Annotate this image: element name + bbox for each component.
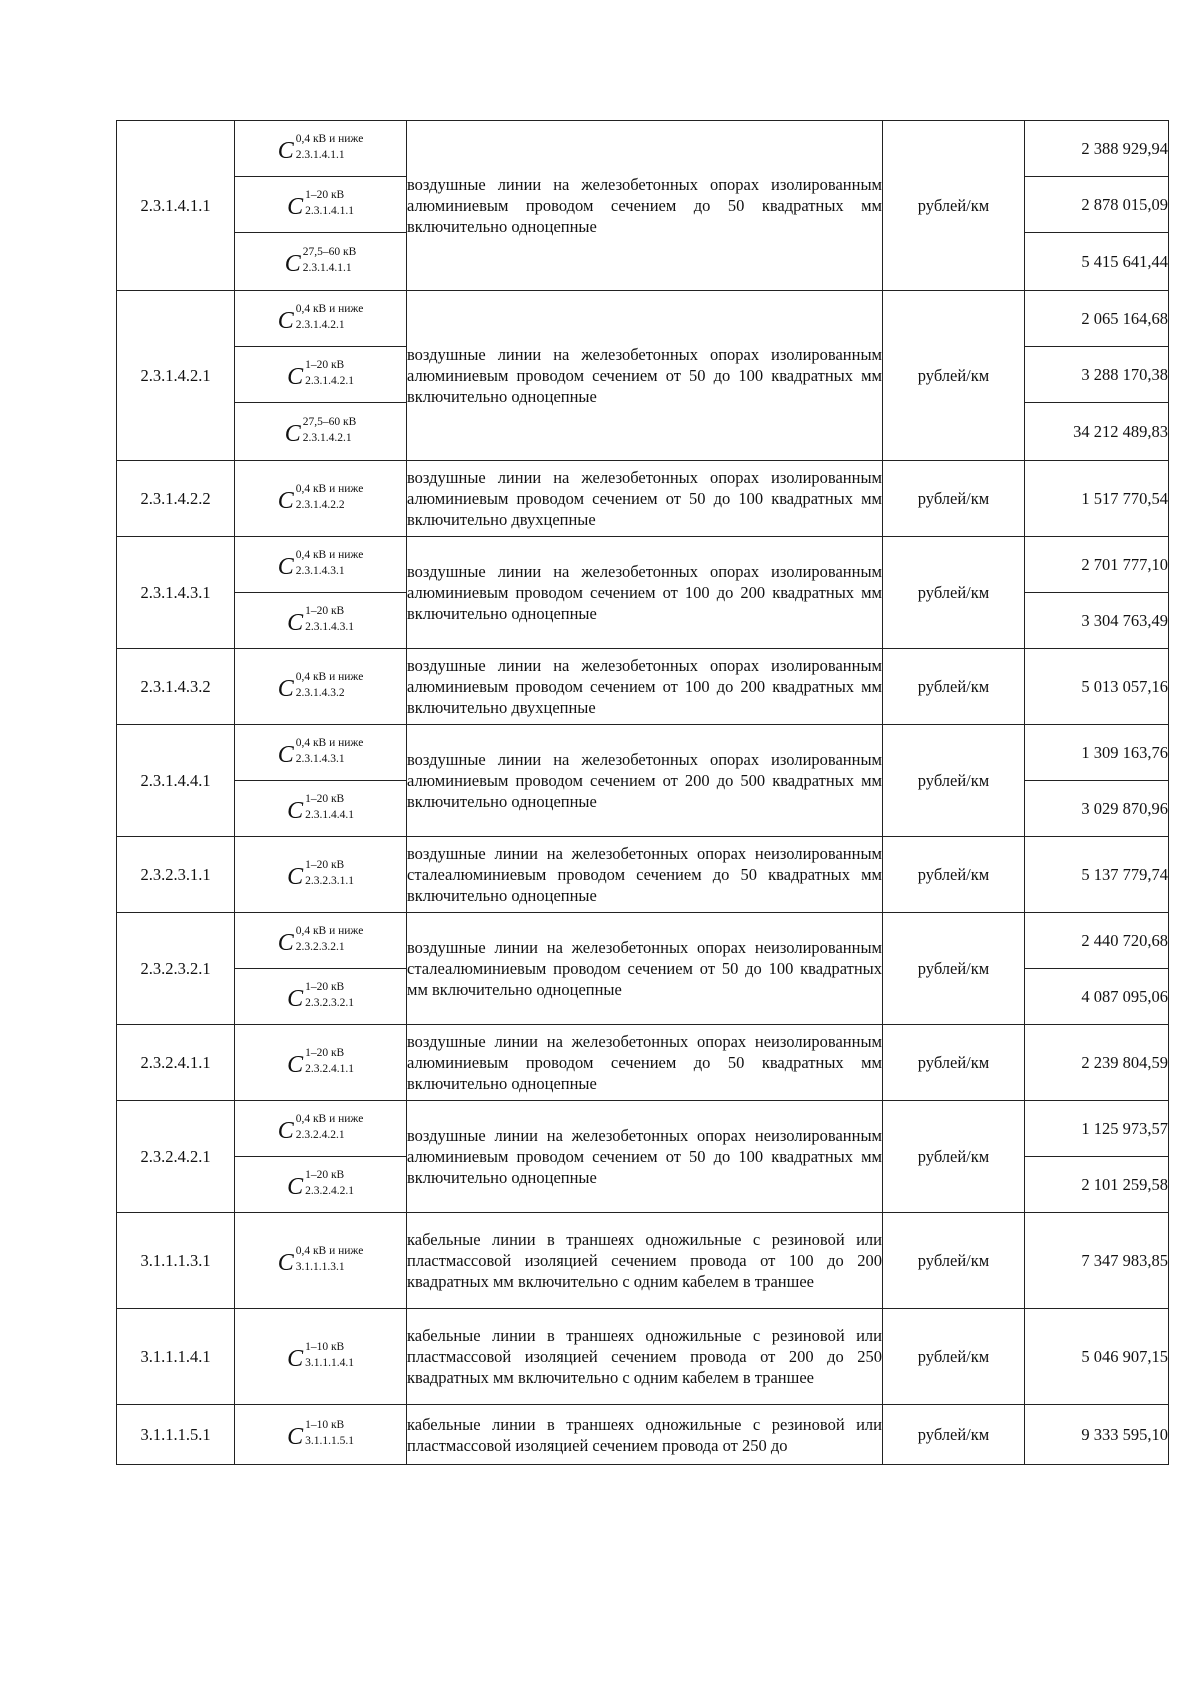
rate-symbol-voltage: 0,4 кВ и ниже <box>295 925 364 938</box>
rate-symbol <box>235 593 407 649</box>
rate-symbol-formula <box>277 1245 364 1277</box>
rate-symbol-index: 2.3.1.4.2.2 <box>295 498 345 511</box>
rate-symbol-voltage: 1–20 кВ <box>305 1047 345 1060</box>
item-unit: рублей/км <box>883 649 1025 725</box>
rate-symbol <box>235 1157 407 1213</box>
rate-value: 2 101 259,58 <box>1025 1157 1169 1213</box>
table-row <box>117 837 1169 913</box>
rate-value: 2 239 804,59 <box>1025 1025 1169 1101</box>
rate-symbol-voltage: 0,4 кВ и ниже <box>295 549 364 562</box>
item-unit: рублей/км <box>883 725 1025 837</box>
item-unit: рублей/км <box>883 291 1025 461</box>
rate-symbol-index: 2.3.2.3.1.1 <box>305 874 354 887</box>
rate-symbol-formula <box>287 189 354 221</box>
rate-symbol-index: 2.3.2.3.2.1 <box>305 996 354 1009</box>
rate-symbol-base: C <box>284 251 301 278</box>
rate-symbol-base: C <box>287 798 304 825</box>
table-row <box>117 1309 1169 1405</box>
item-code: 3.1.1.1.4.1 <box>117 1309 235 1405</box>
rate-value: 4 087 095,06 <box>1025 969 1169 1025</box>
rate-symbol-voltage: 1–20 кВ <box>305 359 345 372</box>
rate-symbol-formula <box>277 549 364 581</box>
rate-symbol-voltage: 1–20 кВ <box>305 981 345 994</box>
item-unit: рублей/км <box>883 1213 1025 1309</box>
rate-value: 5 046 907,15 <box>1025 1309 1169 1405</box>
rate-symbol-index: 2.3.2.3.2.1 <box>295 940 345 953</box>
rate-symbol-base: C <box>277 742 294 769</box>
rate-symbol <box>235 1405 407 1465</box>
item-code: 2.3.1.4.1.1 <box>117 121 235 291</box>
rate-symbol-voltage: 1–10 кВ <box>305 1419 345 1432</box>
rates-table <box>116 120 1169 1465</box>
rate-symbol-voltage: 27,5–60 кВ <box>302 416 357 429</box>
item-unit: рублей/км <box>883 537 1025 649</box>
item-description: воздушные линии на железобетонных опорах неизолированным сталеалюминиевым проводом сечением от 50 до 100 квадратных мм включительно одноцепные <box>407 913 883 1025</box>
rate-value: 5 013 057,16 <box>1025 649 1169 725</box>
item-description: воздушные линии на железобетонных опорах неизолированным алюминиевым проводом сечением до 50 квадратных мм включительно одноцепные <box>407 1025 883 1101</box>
item-description: воздушные линии на железобетонных опорах изолированным алюминиевым проводом сечением от 100 до 200 квадратных мм включительно двухцепные <box>407 649 883 725</box>
rate-symbol-voltage: 0,4 кВ и ниже <box>295 303 364 316</box>
rate-symbol-formula <box>287 1169 354 1201</box>
rate-symbol-voltage: 1–10 кВ <box>305 1341 345 1354</box>
rate-symbol <box>235 837 407 913</box>
item-description: воздушные линии на железобетонных опорах неизолированным сталеалюминиевым проводом сечением до 50 квадратных мм включительно одноцепные <box>407 837 883 913</box>
rate-value: 5 137 779,74 <box>1025 837 1169 913</box>
rate-symbol-index: 2.3.1.4.3.1 <box>295 752 345 765</box>
rate-symbol <box>235 969 407 1025</box>
rate-symbol-voltage: 1–20 кВ <box>305 1169 345 1182</box>
item-unit: рублей/км <box>883 1309 1025 1405</box>
rate-symbol <box>235 537 407 593</box>
rate-symbol-index: 2.3.2.4.2.1 <box>295 1128 345 1141</box>
rate-symbol <box>235 403 407 461</box>
table-row <box>117 1025 1169 1101</box>
rate-symbol-base: C <box>287 194 304 221</box>
rate-symbol-base: C <box>287 1346 304 1373</box>
table-row <box>117 1101 1169 1157</box>
rate-symbol-formula <box>277 671 364 703</box>
item-unit: рублей/км <box>883 1405 1025 1465</box>
rate-symbol <box>235 291 407 347</box>
table-row <box>117 649 1169 725</box>
rate-value: 5 415 641,44 <box>1025 233 1169 291</box>
rate-symbol-base: C <box>277 138 294 165</box>
rate-symbol-voltage: 1–20 кВ <box>305 793 345 806</box>
rate-value: 3 288 170,38 <box>1025 347 1169 403</box>
rate-value: 2 388 929,94 <box>1025 121 1169 177</box>
item-code: 2.3.2.3.2.1 <box>117 913 235 1025</box>
item-description: воздушные линии на железобетонных опорах изолированным алюминиевым проводом сечением от 200 до 500 квадратных мм включительно одноцепные <box>407 725 883 837</box>
rate-symbol-formula <box>287 1341 354 1373</box>
rate-symbol-base: C <box>277 1250 294 1277</box>
rate-symbol-base: C <box>287 1052 304 1079</box>
rate-symbol <box>235 649 407 725</box>
rate-symbol-voltage: 1–20 кВ <box>305 605 345 618</box>
item-code: 2.3.1.4.4.1 <box>117 725 235 837</box>
rate-symbol <box>235 913 407 969</box>
rate-symbol-index: 2.3.1.4.3.1 <box>305 620 354 633</box>
rate-symbol-formula <box>284 416 357 448</box>
table-row <box>117 1213 1169 1309</box>
rate-symbol <box>235 1309 407 1405</box>
rate-symbol-base: C <box>277 488 294 515</box>
rate-symbol-base: C <box>287 864 304 891</box>
item-code: 3.1.1.1.3.1 <box>117 1213 235 1309</box>
rate-symbol-formula <box>287 859 354 891</box>
item-description: воздушные линии на железобетонных опорах изолированным алюминиевым проводом сечением от 50 до 100 квадратных мм включительно одноцепные <box>407 291 883 461</box>
rate-symbol-voltage: 1–20 кВ <box>305 859 345 872</box>
rate-symbol-voltage: 0,4 кВ и ниже <box>295 483 364 496</box>
rate-value: 34 212 489,83 <box>1025 403 1169 461</box>
rate-symbol-index: 2.3.1.4.2.1 <box>305 374 354 387</box>
rate-symbol-index: 2.3.1.4.1.1 <box>295 148 345 161</box>
rate-symbol-voltage: 0,4 кВ и ниже <box>295 1245 364 1258</box>
item-code: 2.3.1.4.2.2 <box>117 461 235 537</box>
item-code: 3.1.1.1.5.1 <box>117 1405 235 1465</box>
rate-symbol-base: C <box>277 554 294 581</box>
rate-symbol <box>235 725 407 781</box>
item-description: воздушные линии на железобетонных опорах неизолированным алюминиевым проводом сечением от 50 до 100 квадратных мм включительно одноцепные <box>407 1101 883 1213</box>
rate-symbol <box>235 781 407 837</box>
rate-value: 3 029 870,96 <box>1025 781 1169 837</box>
rate-symbol-formula <box>287 605 354 637</box>
rate-value: 1 309 163,76 <box>1025 725 1169 781</box>
item-code: 2.3.1.4.3.1 <box>117 537 235 649</box>
rate-symbol-index: 2.3.2.4.1.1 <box>305 1062 354 1075</box>
rate-symbol-base: C <box>287 1424 304 1451</box>
rate-symbol-base: C <box>277 1118 294 1145</box>
rate-symbol-formula <box>277 1113 364 1145</box>
rate-value: 2 878 015,09 <box>1025 177 1169 233</box>
item-code: 2.3.2.4.1.1 <box>117 1025 235 1101</box>
rate-value: 2 701 777,10 <box>1025 537 1169 593</box>
rate-symbol-formula <box>287 359 354 391</box>
item-description: кабельные линии в траншеях одножильные с резиновой или пластмассовой изоляцией сечением провода от 100 до 200 квадратных мм включительно с одним кабелем в траншее <box>407 1213 883 1309</box>
table-row <box>117 537 1169 593</box>
item-description: кабельные линии в траншеях одножильные с резиновой или пластмассовой изоляцией сечением провода от 250 до <box>407 1405 883 1465</box>
item-unit: рублей/км <box>883 1025 1025 1101</box>
rate-symbol-index: 2.3.1.4.1.1 <box>302 261 352 274</box>
item-description: кабельные линии в траншеях одножильные с резиновой или пластмассовой изоляцией сечением провода от 200 до 250 квадратных мм включительно с одним кабелем в траншее <box>407 1309 883 1405</box>
rate-symbol-formula <box>277 303 364 335</box>
rate-value: 1 517 770,54 <box>1025 461 1169 537</box>
rate-symbol-index: 2.3.1.4.1.1 <box>305 204 354 217</box>
rate-value: 1 125 973,57 <box>1025 1101 1169 1157</box>
item-description: воздушные линии на железобетонных опорах изолированным алюминиевым проводом сечением до 50 квадратных мм включительно одноцепные <box>407 121 883 291</box>
rate-symbol-formula <box>277 737 364 769</box>
item-code: 2.3.1.4.2.1 <box>117 291 235 461</box>
item-unit: рублей/км <box>883 1101 1025 1213</box>
rate-symbol-voltage: 0,4 кВ и ниже <box>295 1113 364 1126</box>
rate-symbol <box>235 233 407 291</box>
rate-value: 2 065 164,68 <box>1025 291 1169 347</box>
rate-symbol <box>235 1213 407 1309</box>
rate-symbol-formula <box>277 483 364 515</box>
item-description: воздушные линии на железобетонных опорах изолированным алюминиевым проводом сечением от 100 до 200 квадратных мм включительно одноцепные <box>407 537 883 649</box>
rate-symbol <box>235 177 407 233</box>
rate-symbol-base: C <box>287 610 304 637</box>
rate-symbol-formula <box>284 246 357 278</box>
rate-symbol-index: 2.3.2.4.2.1 <box>305 1184 354 1197</box>
item-code: 2.3.1.4.3.2 <box>117 649 235 725</box>
rate-symbol-base: C <box>277 308 294 335</box>
rate-value: 2 440 720,68 <box>1025 913 1169 969</box>
table-row <box>117 121 1169 177</box>
rate-symbol-formula <box>287 1047 354 1079</box>
rate-symbol-index: 3.1.1.1.3.1 <box>295 1260 345 1273</box>
rate-value: 7 347 983,85 <box>1025 1213 1169 1309</box>
rate-symbol-voltage: 0,4 кВ и ниже <box>295 737 364 750</box>
rates-table-body <box>117 121 1169 1465</box>
rate-symbol-index: 2.3.1.4.4.1 <box>305 808 354 821</box>
rate-symbol-formula <box>287 793 354 825</box>
item-unit: рублей/км <box>883 837 1025 913</box>
item-code: 2.3.2.3.1.1 <box>117 837 235 913</box>
rate-symbol-base: C <box>284 421 301 448</box>
item-description: воздушные линии на железобетонных опорах изолированным алюминиевым проводом сечением от 50 до 100 квадратных мм включительно двухцепные <box>407 461 883 537</box>
rate-symbol-voltage: 27,5–60 кВ <box>302 246 357 259</box>
table-row <box>117 1405 1169 1465</box>
rate-symbol-base: C <box>277 676 294 703</box>
item-unit: рублей/км <box>883 913 1025 1025</box>
rate-symbol <box>235 121 407 177</box>
rate-symbol-index: 2.3.1.4.2.1 <box>302 431 352 444</box>
rate-symbol-voltage: 1–20 кВ <box>305 189 345 202</box>
item-code: 2.3.2.4.2.1 <box>117 1101 235 1213</box>
rate-symbol <box>235 1101 407 1157</box>
rate-symbol-voltage: 0,4 кВ и ниже <box>295 671 364 684</box>
rate-symbol <box>235 461 407 537</box>
rate-symbol-index: 2.3.1.4.3.1 <box>295 564 345 577</box>
rate-symbol-formula <box>277 925 364 957</box>
item-unit: рублей/км <box>883 461 1025 537</box>
rate-symbol-index: 2.3.1.4.3.2 <box>295 686 345 699</box>
table-row <box>117 725 1169 781</box>
rate-symbol-index: 3.1.1.1.4.1 <box>305 1356 354 1369</box>
rate-symbol <box>235 1025 407 1101</box>
rate-symbol-base: C <box>287 364 304 391</box>
rate-symbol-formula <box>287 1419 354 1451</box>
rate-symbol-base: C <box>287 986 304 1013</box>
rate-symbol-index: 2.3.1.4.2.1 <box>295 318 345 331</box>
rate-symbol-base: C <box>277 930 294 957</box>
rate-symbol <box>235 347 407 403</box>
table-row <box>117 913 1169 969</box>
rate-value: 3 304 763,49 <box>1025 593 1169 649</box>
rate-symbol-formula <box>277 133 364 165</box>
rate-symbol-index: 3.1.1.1.5.1 <box>305 1434 354 1447</box>
rate-value: 9 333 595,10 <box>1025 1405 1169 1465</box>
rate-symbol-voltage: 0,4 кВ и ниже <box>295 133 364 146</box>
rate-symbol-base: C <box>287 1174 304 1201</box>
table-row <box>117 461 1169 537</box>
rate-symbol-formula <box>287 981 354 1013</box>
table-row <box>117 291 1169 347</box>
item-unit: рублей/км <box>883 121 1025 291</box>
